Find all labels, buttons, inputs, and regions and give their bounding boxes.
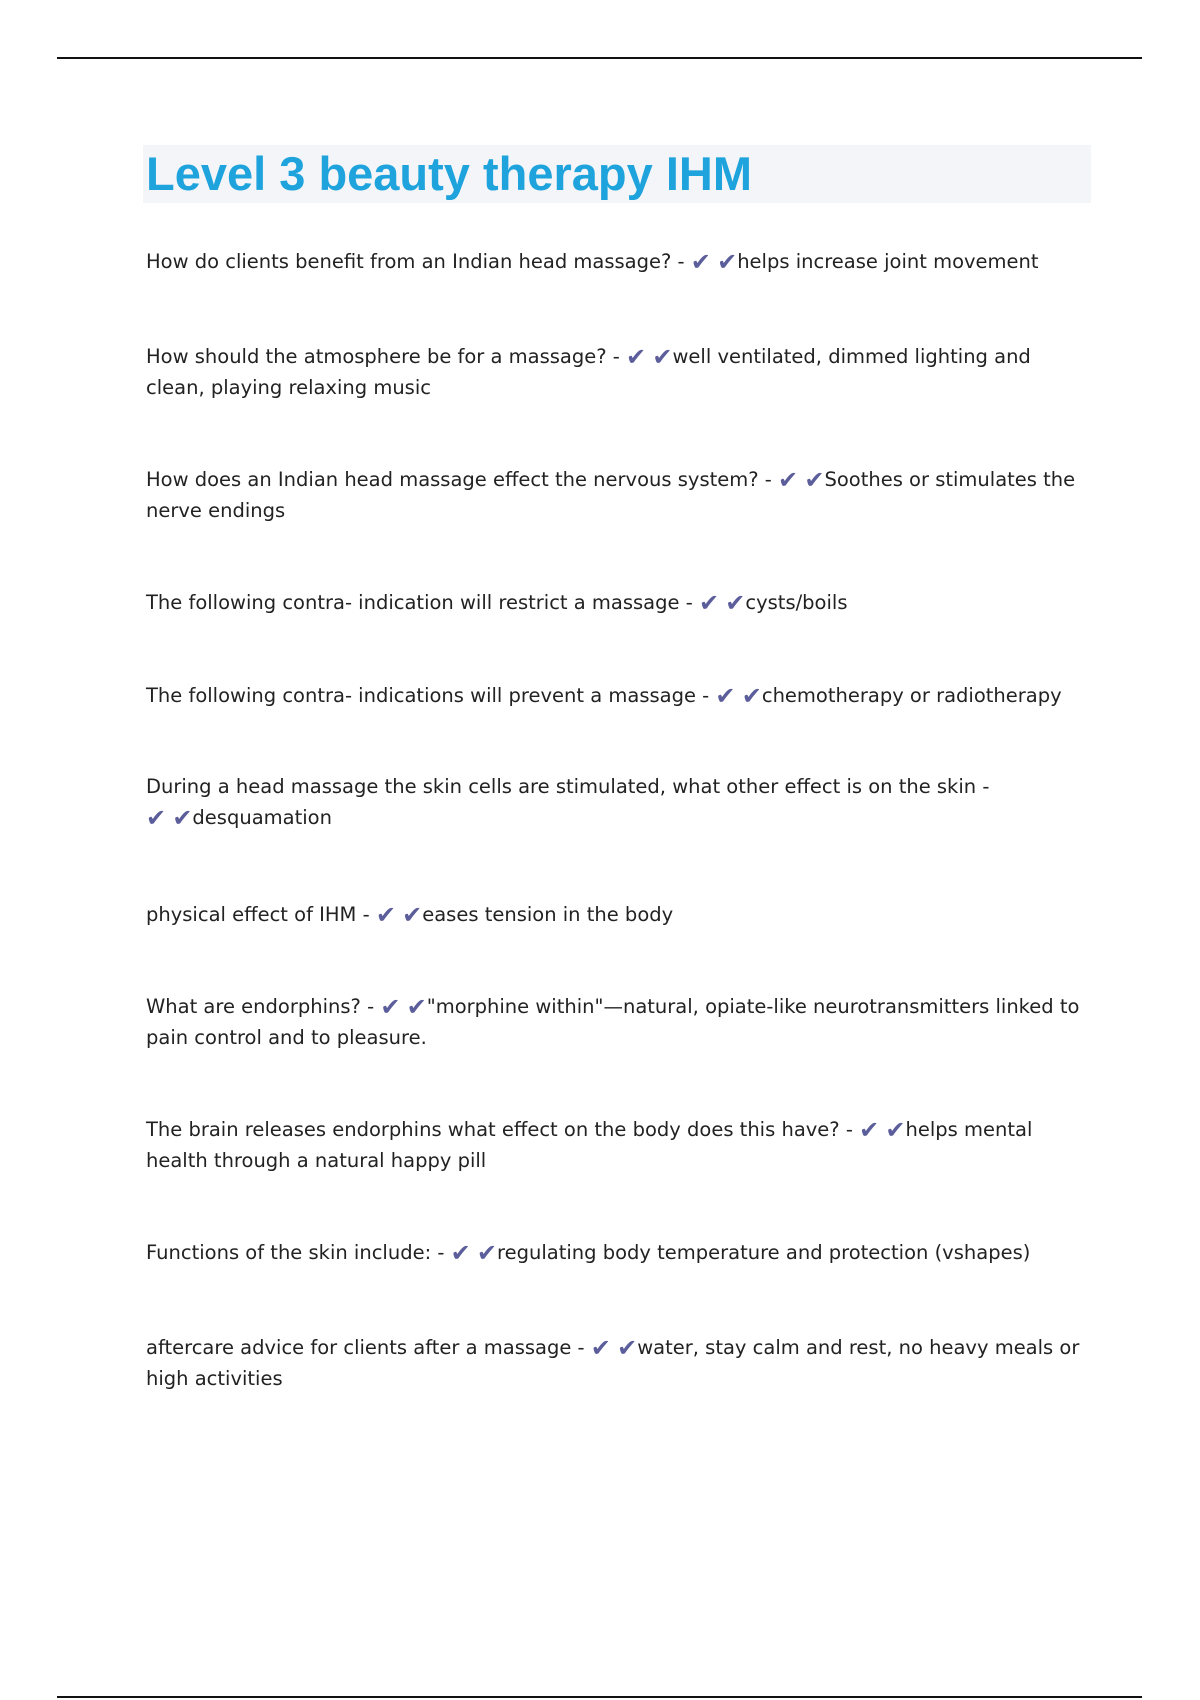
answer-text: Soothes or stimulates the nerve endings xyxy=(146,468,1076,522)
answer-text: desquamation xyxy=(192,806,332,829)
check-icon: ✔ xyxy=(652,343,673,371)
answer-text: water, stay calm and rest, no heavy meals or high activities xyxy=(146,1336,1080,1390)
check-icon: ✔ xyxy=(450,1239,471,1267)
check-icon: ✔ xyxy=(741,682,762,710)
question-text: physical effect of IHM - xyxy=(146,903,376,926)
question-text: During a head massage the skin cells are stimulated, what other effect is on the skin - xyxy=(146,775,990,798)
qa-item-5 xyxy=(146,680,1091,711)
question-text: How should the atmosphere be for a massage? - xyxy=(146,345,627,368)
qa-item-8 xyxy=(146,991,1091,1053)
check-icon: ✔ xyxy=(778,466,799,494)
check-icon: ✔ xyxy=(406,993,427,1021)
answer-text: regulating body temperature and protection (vshapes) xyxy=(497,1241,1031,1264)
question-text: What are endorphins? - xyxy=(146,995,381,1018)
check-icon: ✔ xyxy=(590,1334,611,1362)
check-icon: ✔ xyxy=(617,1334,638,1362)
qa-item-1 xyxy=(146,246,1091,277)
answer-text: eases tension in the body xyxy=(422,903,674,926)
check-icon: ✔ xyxy=(690,248,711,276)
check-icon: ✔ xyxy=(885,1116,906,1144)
document-title: Level 3 beauty therapy IHM xyxy=(146,147,752,200)
check-icon: ✔ xyxy=(402,901,423,929)
question-text: The brain releases endorphins what effect on the body does this have? - xyxy=(146,1118,860,1141)
question-text: aftercare advice for clients after a massage - xyxy=(146,1336,591,1359)
check-icon: ✔ xyxy=(146,804,167,832)
answer-text: helps mental health through a natural happy pill xyxy=(146,1118,1033,1172)
check-icon: ✔ xyxy=(698,589,720,617)
bottom-rule xyxy=(57,1696,1142,1698)
check-icon: ✔ xyxy=(476,1239,497,1267)
check-icon: ✔ xyxy=(715,682,736,710)
check-icon: ✔ xyxy=(375,901,396,929)
answer-text: chemotherapy or radiotherapy xyxy=(761,684,1062,707)
answer-text: "morphine within"—natural, opiate-like neurotransmitters linked to pain control and to pleasure. xyxy=(146,995,1080,1049)
answer-text: well ventilated, dimmed lighting and clean, playing relaxing music xyxy=(146,345,1031,399)
question-text: How does an Indian head massage effect the nervous system? - xyxy=(146,468,779,491)
check-icon: ✔ xyxy=(626,343,647,371)
answer-text: cysts/boils xyxy=(745,591,848,614)
check-icon: ✔ xyxy=(859,1116,880,1144)
check-icon: ✔ xyxy=(804,466,825,494)
check-icon: ✔ xyxy=(172,804,193,832)
qa-item-9 xyxy=(146,1114,1091,1176)
qa-item-3 xyxy=(146,464,1091,526)
question-text: How do clients benefit from an Indian head massage? - xyxy=(146,250,691,273)
question-text: The following contra- indication will restrict a massage - xyxy=(146,591,699,614)
qa-item-4 xyxy=(146,587,1091,618)
qa-item-6 xyxy=(146,771,1091,833)
qa-item-7 xyxy=(146,899,1091,930)
question-text: Functions of the skin include: - xyxy=(146,1241,451,1264)
check-icon: ✔ xyxy=(725,589,746,617)
qa-item-2 xyxy=(146,341,1091,403)
check-icon: ✔ xyxy=(380,993,401,1021)
qa-item-11 xyxy=(146,1332,1091,1394)
qa-item-10 xyxy=(146,1237,1091,1268)
top-rule xyxy=(57,57,1142,59)
question-text: The following contra- indications will prevent a massage - xyxy=(146,684,716,707)
answer-text: helps increase joint movement xyxy=(737,250,1039,273)
check-icon: ✔ xyxy=(717,248,738,276)
